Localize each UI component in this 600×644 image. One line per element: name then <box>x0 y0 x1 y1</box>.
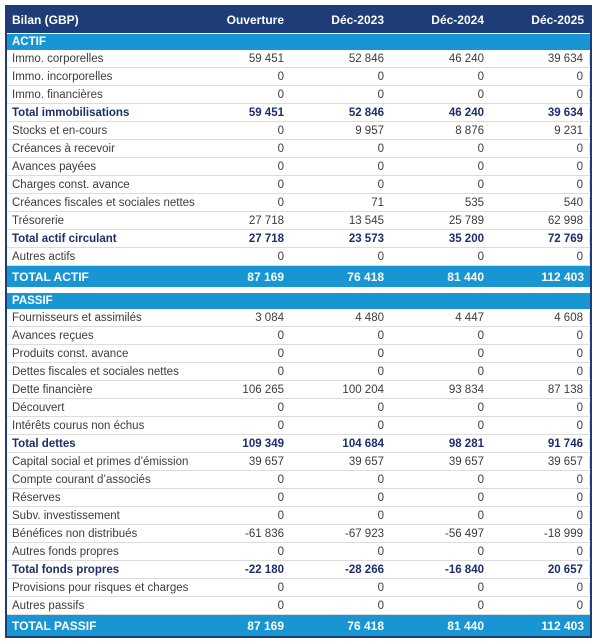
row-label: Produits const. avance <box>12 347 129 360</box>
total-value: 81 440 <box>447 618 484 633</box>
table-row <box>7 453 590 471</box>
cell-value: 0 <box>490 330 590 342</box>
cell-value: -61 836 <box>244 527 284 540</box>
cell-value: 39 657 <box>490 456 590 468</box>
row-label: Immo. corporelles <box>12 52 104 65</box>
cell-value: 71 <box>371 196 384 209</box>
cell-value: 0 <box>477 142 484 155</box>
cell-value: 39 634 <box>490 53 590 65</box>
table-row <box>7 86 590 104</box>
total-value: 76 418 <box>347 618 384 633</box>
cell-value: 0 <box>477 545 484 558</box>
subtotal-row <box>7 230 590 248</box>
total-value: 81 440 <box>447 269 484 284</box>
cell-value: 0 <box>277 124 284 137</box>
cell-value: 0 <box>490 546 590 558</box>
row-label: Charges const. avance <box>12 178 130 191</box>
cell-value: 0 <box>377 473 384 486</box>
row-label: Intérêts courus non échus <box>12 419 145 432</box>
subtotal-row <box>7 561 590 579</box>
cell-value: 535 <box>464 196 484 209</box>
cell-value: 104 684 <box>342 437 384 450</box>
cell-value: 87 138 <box>490 384 590 396</box>
cell-value: 0 <box>477 491 484 504</box>
cell-value: 8 876 <box>455 124 484 137</box>
cell-value: 0 <box>490 492 590 504</box>
row-label: Provisions pour risques et charges <box>12 581 189 594</box>
row-label: Bénéfices non distribués <box>12 527 138 540</box>
cell-value: 0 <box>277 581 284 594</box>
cell-value: 0 <box>277 599 284 612</box>
row-label: Dette financière <box>12 383 93 396</box>
cell-value: 0 <box>277 329 284 342</box>
cell-value: 0 <box>377 160 384 173</box>
cell-value: 0 <box>377 329 384 342</box>
subtotal-row <box>7 104 590 122</box>
cell-value: 109 349 <box>242 437 284 450</box>
cell-value: 0 <box>377 70 384 83</box>
cell-value: 9 957 <box>355 124 384 137</box>
table-row <box>7 579 590 597</box>
row-label: Avances reçues <box>12 329 94 342</box>
row-label: Capital social et primes d’émission <box>12 455 189 468</box>
table-row <box>7 248 590 266</box>
row-label: Total dettes <box>12 437 76 450</box>
cell-value: 0 <box>477 581 484 594</box>
table-row <box>7 345 590 363</box>
cell-value: 0 <box>477 473 484 486</box>
cell-value: 0 <box>490 420 590 432</box>
table-row <box>7 309 590 327</box>
table-row <box>7 327 590 345</box>
total-value: 112 403 <box>541 269 584 284</box>
cell-value: 20 657 <box>490 564 590 576</box>
cell-value: 0 <box>277 142 284 155</box>
row-label: Immo. financières <box>12 88 103 101</box>
cell-value: -22 180 <box>244 563 284 576</box>
total-label: TOTAL PASSIF <box>12 618 97 633</box>
cell-value: 0 <box>277 401 284 414</box>
cell-value: -56 497 <box>444 527 484 540</box>
cell-value: 91 746 <box>490 438 590 450</box>
table-row <box>7 543 590 561</box>
cell-value: 0 <box>490 161 590 173</box>
cell-value: 0 <box>277 160 284 173</box>
row-label: Subv. investissement <box>12 509 120 522</box>
table-row <box>7 50 590 68</box>
cell-value: 0 <box>377 545 384 558</box>
table-row <box>7 507 590 525</box>
cell-value: 9 231 <box>490 125 590 137</box>
cell-value: 0 <box>490 179 590 191</box>
table-row <box>7 489 590 507</box>
row-label: Trésorerie <box>12 214 64 227</box>
section-title: PASSIF <box>12 295 53 307</box>
cell-value: 0 <box>377 401 384 414</box>
cell-value: 0 <box>277 473 284 486</box>
table-row <box>7 68 590 86</box>
row-label: Réserves <box>12 491 61 504</box>
cell-value: 0 <box>477 365 484 378</box>
cell-value: 25 789 <box>448 214 484 227</box>
cell-value: 0 <box>490 402 590 414</box>
table-row <box>7 158 590 176</box>
table-row <box>7 194 590 212</box>
table-row <box>7 597 590 615</box>
cell-value: 0 <box>277 347 284 360</box>
cell-value: 0 <box>377 88 384 101</box>
cell-value: 0 <box>277 178 284 191</box>
cell-value: 98 281 <box>448 437 484 450</box>
cell-value: 72 769 <box>490 233 590 245</box>
cell-value: 13 545 <box>348 214 384 227</box>
cell-value: 0 <box>490 89 590 101</box>
row-label: Autres fonds propres <box>12 545 119 558</box>
cell-value: 0 <box>477 88 484 101</box>
cell-value: 0 <box>377 347 384 360</box>
cell-value: 0 <box>490 510 590 522</box>
row-label: Autres actifs <box>12 250 76 263</box>
cell-value: 0 <box>277 545 284 558</box>
row-label: Compte courant d’associés <box>12 473 151 486</box>
row-label: Total actif circulant <box>12 232 117 245</box>
cell-value: 100 204 <box>342 383 384 396</box>
cell-value: 0 <box>477 178 484 191</box>
cell-value: 0 <box>377 509 384 522</box>
cell-value: 0 <box>377 491 384 504</box>
cell-value: 0 <box>477 250 484 263</box>
cell-value: 0 <box>377 142 384 155</box>
cell-value: 0 <box>377 581 384 594</box>
cell-value: 0 <box>490 600 590 612</box>
cell-value: 0 <box>490 474 590 486</box>
table-row <box>7 525 590 543</box>
cell-value: 0 <box>277 419 284 432</box>
cell-value: 0 <box>477 401 484 414</box>
column-header-dec-2025: Déc-2025 <box>531 13 584 27</box>
cell-value: -16 840 <box>444 563 484 576</box>
cell-value: 46 240 <box>448 52 484 65</box>
table-row <box>7 176 590 194</box>
cell-value: 0 <box>490 366 590 378</box>
cell-value: 0 <box>377 599 384 612</box>
cell-value: -67 923 <box>344 527 384 540</box>
section-header-actif <box>7 34 590 50</box>
cell-value: 52 846 <box>348 52 384 65</box>
column-header-dec-2024: Déc-2024 <box>431 13 484 27</box>
cell-value: 0 <box>477 70 484 83</box>
table-title: Bilan (GBP) <box>12 13 79 27</box>
total-value: 87 169 <box>247 269 284 284</box>
cell-value: 0 <box>490 348 590 360</box>
cell-value: 0 <box>277 70 284 83</box>
column-header-dec-2023: Déc-2023 <box>331 13 384 27</box>
table-row <box>7 381 590 399</box>
table-row <box>7 399 590 417</box>
cell-value: 0 <box>477 329 484 342</box>
cell-value: 39 657 <box>248 455 284 468</box>
cell-value: 4 447 <box>455 311 484 324</box>
column-header-ouverture: Ouverture <box>226 13 284 27</box>
cell-value: 0 <box>477 347 484 360</box>
table-header-row <box>7 7 590 33</box>
cell-value: 0 <box>490 582 590 594</box>
cell-value: 0 <box>377 419 384 432</box>
table-row <box>7 212 590 230</box>
cell-value: 0 <box>477 509 484 522</box>
cell-value: 59 451 <box>248 106 284 119</box>
cell-value: 0 <box>477 599 484 612</box>
cell-value: 0 <box>477 160 484 173</box>
total-value: 87 169 <box>247 618 284 633</box>
cell-value: 3 084 <box>255 311 284 324</box>
cell-value: 52 846 <box>348 106 384 119</box>
cell-value: 62 998 <box>490 215 590 227</box>
row-label: Autres passifs <box>12 599 85 612</box>
cell-value: 93 834 <box>448 383 484 396</box>
table-row <box>7 363 590 381</box>
table-row <box>7 417 590 435</box>
row-label: Immo. incorporelles <box>12 70 113 83</box>
cell-value: 0 <box>277 88 284 101</box>
cell-value: 39 657 <box>448 455 484 468</box>
total-row-passif <box>7 615 590 636</box>
cell-value: 0 <box>277 491 284 504</box>
cell-value: 0 <box>277 250 284 263</box>
subtotal-row <box>7 435 590 453</box>
cell-value: 4 608 <box>490 312 590 324</box>
row-label: Stocks et en-cours <box>12 124 108 137</box>
cell-value: 46 240 <box>448 106 484 119</box>
table-row <box>7 471 590 489</box>
total-value: 112 403 <box>541 618 584 633</box>
cell-value: 0 <box>490 143 590 155</box>
table-body <box>7 34 590 636</box>
table-row <box>7 140 590 158</box>
cell-value: 0 <box>477 419 484 432</box>
cell-value: -18 999 <box>490 528 590 540</box>
cell-value: 106 265 <box>242 383 284 396</box>
total-value: 76 418 <box>347 269 384 284</box>
row-label: Créances à recevoir <box>12 142 115 155</box>
row-label: Dettes fiscales et sociales nettes <box>12 365 179 378</box>
cell-value: 23 573 <box>348 232 384 245</box>
cell-value: -28 266 <box>344 563 384 576</box>
section-header-passif <box>7 293 590 309</box>
cell-value: 0 <box>277 196 284 209</box>
row-label: Total fonds propres <box>12 563 120 576</box>
cell-value: 0 <box>377 178 384 191</box>
cell-value: 39 657 <box>348 455 384 468</box>
cell-value: 27 718 <box>248 214 284 227</box>
cell-value: 0 <box>377 365 384 378</box>
cell-value: 27 718 <box>248 232 284 245</box>
cell-value: 540 <box>490 197 590 209</box>
row-label: Avances payées <box>12 160 97 173</box>
cell-value: 35 200 <box>448 232 484 245</box>
table-row <box>7 122 590 140</box>
cell-value: 59 451 <box>248 52 284 65</box>
row-label: Découvert <box>12 401 65 414</box>
row-label: Total immobilisations <box>12 106 130 119</box>
row-label: Créances fiscales et sociales nettes <box>12 196 195 209</box>
cell-value: 39 634 <box>490 107 590 119</box>
row-label: Fournisseurs et assimilés <box>12 311 142 324</box>
total-row-actif <box>7 266 590 287</box>
total-label: TOTAL ACTIF <box>12 269 89 284</box>
cell-value: 0 <box>377 250 384 263</box>
cell-value: 0 <box>277 365 284 378</box>
cell-value: 0 <box>490 251 590 263</box>
cell-value: 0 <box>277 509 284 522</box>
cell-value: 4 480 <box>355 311 384 324</box>
section-title: ACTIF <box>12 36 46 48</box>
cell-value: 0 <box>490 71 590 83</box>
balance-sheet-table <box>5 5 592 638</box>
